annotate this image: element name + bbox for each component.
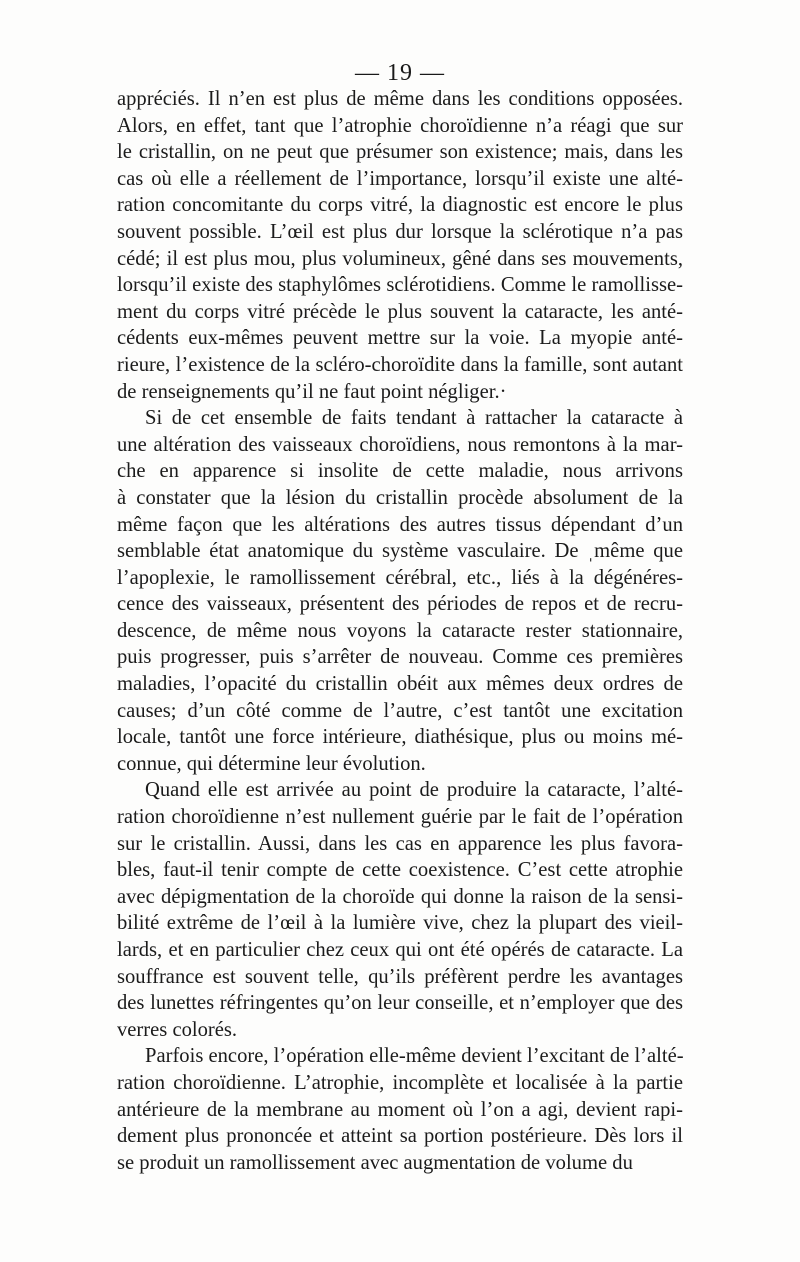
text-line: de renseignements qu’il ne faut point négliger.· — [117, 380, 507, 403]
text-line: se produit un ramollissement avec augmentation de volume du — [117, 1151, 633, 1174]
text-line: souffrance est souvent telle, qu’ils préfèrent perdre les avantages — [117, 965, 683, 988]
text-line: avec dépigmentation de la choroïde qui donne la raison de la sensi- — [117, 885, 683, 908]
text-line: lards, et en particulier chez ceux qui ont été opérés de cataracte. La — [117, 939, 683, 961]
text-line: bles, faut-il tenir compte de cette coexistence. C’est cette atrophie — [117, 859, 683, 882]
text-line: ration choroïdienne. L’atrophie, incomplète et localisée à la partie — [117, 1071, 683, 1094]
paragraph — [117, 405, 683, 777]
text-line: che en apparence si insolite de cette maladie, nous arrivons — [117, 460, 683, 483]
text-line: cédé; il est plus mou, plus volumineux, gêné dans ses mouvements, — [117, 247, 683, 270]
text-line: causes; d’un côté comme de l’autre, c’est tantôt une excitation — [117, 699, 683, 722]
text-line: cédents eux-mêmes peuvent mettre sur la voie. La myopie anté- — [117, 327, 683, 350]
text-line: semblable état anatomique du système vasculaire. De ˌmême que — [117, 540, 683, 563]
paragraph — [117, 1043, 683, 1176]
text-line: même façon que les altérations des autres tissus dépendant d’un — [117, 513, 683, 536]
body-text — [117, 86, 683, 1176]
text-line: souvent possible. L’œil est plus dur lorsque la sclérotique n’a pas — [117, 220, 683, 243]
text-line: cence des vaisseaux, présentent des périodes de repos et de recru- — [117, 593, 683, 616]
paragraph — [117, 777, 683, 1043]
text-line: Si de cet ensemble de faits tendant à rattacher la cataracte à — [145, 407, 683, 430]
text-line: l’apoplexie, le ramollissement cérébral, etc., liés à la dégénéres- — [117, 566, 683, 589]
text-line: connue, qui détermine leur évolution. — [117, 752, 426, 775]
text-line: à constater que la lésion du cristallin procède absolument de la — [117, 486, 683, 509]
text-line: maladies, l’opacité du cristallin obéit aux mêmes deux ordres de — [117, 673, 683, 696]
text-line: descence, de même nous voyons la cataracte rester stationnaire, — [117, 619, 683, 642]
text-line: ration concomitante du corps vitré, la diagnostic est encore le plus — [117, 194, 683, 217]
text-line: locale, tantôt une force intérieure, diathésique, plus ou moins mé- — [117, 726, 683, 749]
text-line: ment du corps vitré précède le plus souvent la cataracte, les anté- — [117, 300, 683, 323]
text-line: cas où elle a réellement de l’importance, lorsqu’il existe une alté- — [117, 167, 683, 190]
text-line: des lunettes réfringentes qu’on leur conseille, et n’employer que des — [117, 992, 683, 1015]
text-line: Quand elle est arrivée au point de produire la cataracte, l’alté- — [145, 779, 683, 802]
text-line: Alors, en effet, tant que l’atrophie choroïdienne n’a réagi que sur — [117, 114, 683, 137]
text-line: lorsqu’il existe des staphylômes sclérotidiens. Comme le ramollisse- — [117, 274, 683, 297]
page-number: — 19 — — [355, 60, 445, 86]
text-line: bilité extrême de l’œil à la lumière vive, chez la plupart des vieil- — [117, 912, 683, 935]
text-line: dement plus prononcée et atteint sa portion postérieure. Dès lors il — [117, 1125, 683, 1148]
text-line: rieure, l’existence de la scléro-choroïdite dans la famille, sont autant — [117, 353, 683, 376]
text-line: appréciés. Il n’en est plus de même dans les conditions opposées. — [117, 88, 683, 110]
text-line: verres colorés. — [117, 1018, 238, 1041]
text-line: une altération des vaisseaux choroïdiens, nous remontons à la mar- — [117, 433, 683, 456]
text-line: puis progresser, puis s’arrêter de nouveau. Comme ces premières — [117, 646, 683, 669]
text-line: sur le cristallin. Aussi, dans les cas en apparence les plus favora- — [117, 832, 683, 855]
text-line: antérieure de la membrane au moment où l’on a agi, devient rapi- — [117, 1098, 683, 1121]
paragraph — [117, 86, 683, 405]
text-line: ration choroïdienne n’est nullement guérie par le fait de l’opération — [117, 806, 683, 829]
text-line: Parfois encore, l’opération elle-même devient l’excitant de l’alté- — [145, 1045, 684, 1068]
text-line: le cristallin, on ne peut que présumer son existence; mais, dans les — [117, 141, 683, 164]
